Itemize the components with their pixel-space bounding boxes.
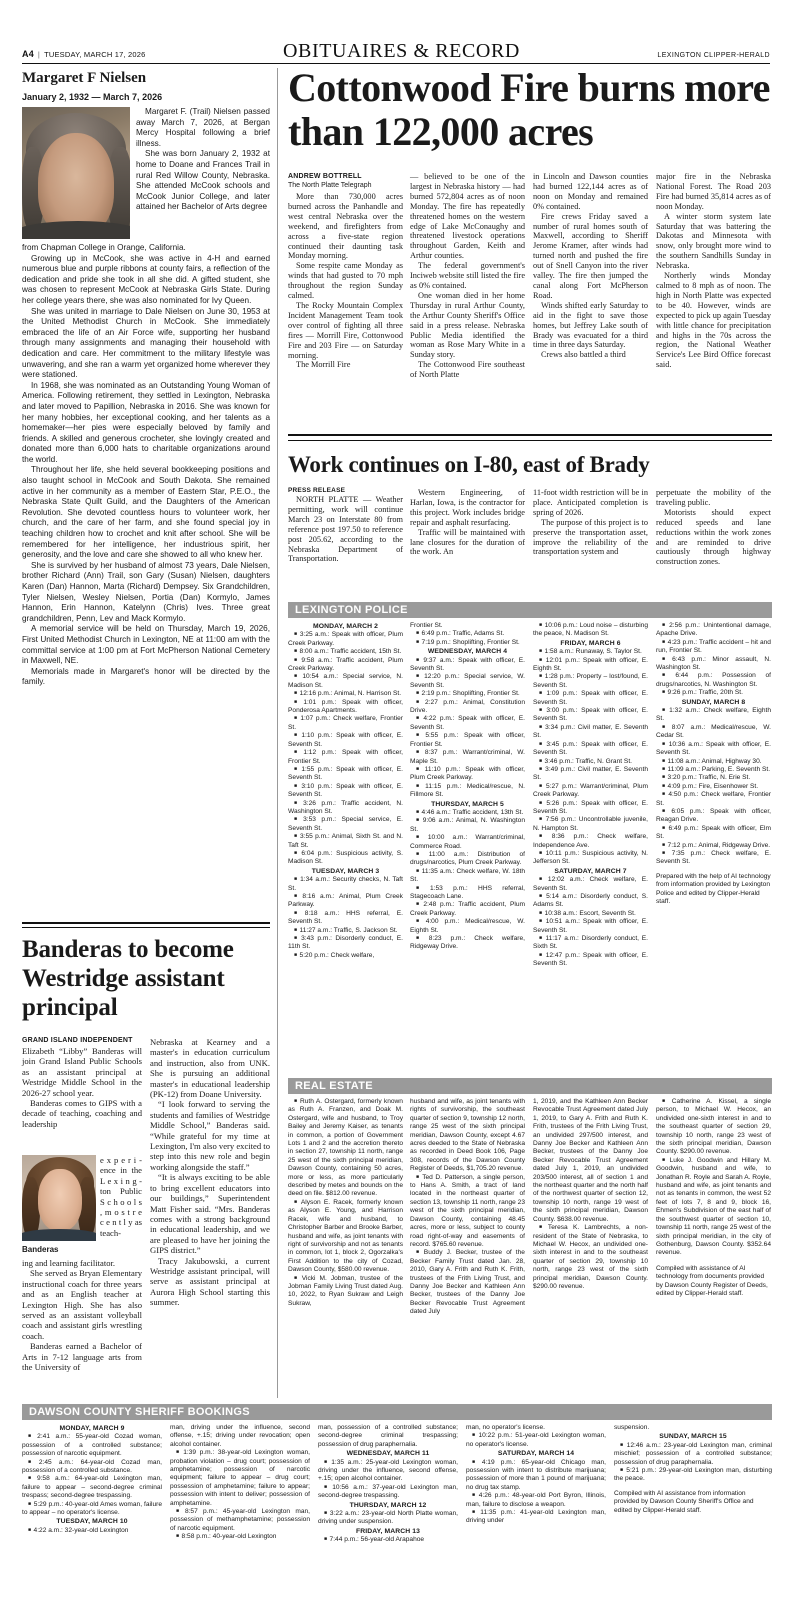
police-col-2 [410,622,525,952]
police-entry: ■ 5:26 p.m.: Speak with officer, E. Seventh St. [533,800,648,817]
fire-c3-p1: Fire crews Friday saved a number of rural homes south of Maxwell, according to Sheriff Jerome Kramer, after winds had turned north and pushed the fire out of Snell Canyon into the river valley. The fire then jumped the canal along Fort McPherson Road. [533,211,648,300]
police-entry: ■ 3:45 p.m.: Speak with officer, E. Seventh St. [533,741,648,758]
police-entry: ■ 10:11 p.m.: Suspicious activity, N. Jefferson St. [533,850,648,867]
fire-col-1 [288,192,403,370]
police-entry: ■ 7:56 p.m.: Uncontrollable juvenile, N. Hampton St. [533,816,648,833]
police-entry: ■ 10:38 a.m.: Escort, Seventh St. [533,910,648,918]
police-entry: ■ 6:49 p.m.: Speak with officer, Elm St. [656,825,771,842]
police-entry: ■ 6:05 p.m.: Speak with officer, Reagan Drive. [656,808,771,825]
real-estate-entry: ■ Alyson E. Racek, formerly known as Alyson E. Young, and Harrison Racek, wife and husband, to Christopher Barber and Brooke Barber, husband and wife, as joint tenants with right of survivorship and not as tenants in common, lot 1, block 2, Ogorzalka's First Addition to the city of Cozad, Dawson County, $580.00 revenue. [288,1199,403,1275]
police-entry: ■ 1:55 p.m.: Speak with officer, E. Seventh St. [288,766,403,783]
blotter-day-header: MONDAY, MARCH 9 [59,1425,125,1432]
masthead-left: A4 | TUESDAY, MARCH 17, 2026 [22,49,146,59]
real-estate-entry: ■ Teresa K. Lambrechts, a non-resident of the State of Nebraska, to Michael W. Hecox, an undivided one-sixth interest in and to the southeast quarter of section 29, township 10 north, range 23 west of the sixth principal meridian, Dawson County. $290.00 revenue. [533,1224,648,1291]
police-entry: ■ 11:17 a.m.: Disorderly conduct, E. Sixth St. [533,935,648,952]
police-entry: ■ 12:01 p.m.: Speak with officer, E. Eighth St. [533,657,648,674]
fire-c2-p3: The Cottonwood Fire southeast of North Platte [410,360,525,380]
police-entry: ■ 12:16 p.m.: Animal, N. Harrison St. [288,690,403,698]
fire-byline-name: ANDREW BOTTRELL [288,173,362,180]
i80-top-rule [288,434,772,436]
sheriff-entry: ■ 11:35 p.m.: 41-year-old Lexington man, driving under [466,1509,606,1526]
police-entry: ■ 3:34 p.m.: Civil matter, E. Seventh St. [533,724,648,741]
fire-c1-p1: Some respite came Monday as winds that had gusted to 70 mph throughout the region Sunday calmed. [288,261,403,301]
blotter-day-header: WEDNESDAY, MARCH 11 [346,1450,430,1458]
real-estate-entry: ■ Vicki M. Jobman, trustee of the Jobman Family Living Trust dated Aug. 10, 2022, to Ryan Sukraw and Leigh Sukraw, [288,1275,403,1309]
police-entry: ■ 8:36 p.m.: Check welfare, Independence Ave. [533,833,648,850]
obituary-lead [136,107,270,213]
police-entry: ■ 5:27 p.m.: Warrant/criminal, Plum Creek Parkway. [533,783,648,800]
police-entry: ■ 11:27 a.m.: Traffic, S. Jackson St. [288,927,403,935]
sheriff-col-4 [466,1424,606,1526]
i80-col-2 [410,488,525,557]
police-entry: ■ 11:08 a.m.: Animal, Highway 30. [656,758,771,766]
i80-c3-p0: 11-foot width restriction will be in place. Anticipated completion is spring of 2026. [533,488,648,517]
banderas-top-rule [22,922,270,924]
police-entry: ■ 1:53 p.m.: HHS referral, Stagecoach Lane. [410,885,525,902]
sheriff-entry: ■ 8:58 p.m.: 40-year-old Lexington [170,1533,310,1541]
sheriff-entry: ■ 5:21 p.m.: 29-year-old Lexington man, disturbing the peace. [614,1467,772,1484]
blotter-day-header: THURSDAY, MARCH 12 [349,1501,427,1509]
sheriff-col-5 [614,1424,772,1515]
police-entry: ■ 4:23 p.m.: Traffic accident – hit and run, Frontier St. [656,639,771,656]
real-estate-entry: ■ Catherine A. Kissel, a single person, to Michael W. Hecox, an undivided one-sixth interest in and to the southeast quarter of section 29, township 10 north, range 23 west of the sixth principal meridian, Dawson County. $290.00 revenue. [656,1098,771,1157]
band-b-p1: “I look forward to serving the students and families of Westridge Middle School,” Banderas said. “While grateful for my time at Lexington, I'm also very excited to step into this new role and begin working alongside the staff.” [150,1099,270,1172]
police-entry: ■ 12:20 p.m.: Special service, W. Seventh St. [410,673,525,690]
police-entry: ■ 1:09 p.m.: Speak with officer, E. Seventh St. [533,690,648,707]
sheriff-entry: ■ 2:45 a.m.: 64-year-old Cozad man, possession of a controlled substance. [22,1459,162,1476]
sheriff-compiled-note: Compiled with AI assistance from information provided by Dawson County Sheriff's Office and edited by Clipper-Herald staff. [614,1489,754,1514]
police-entry: ■ 2:19 p.m.: Shoplifting, Frontier St. [410,690,525,698]
police-entry: ■ 3:26 p.m.: Traffic accident, N. Washington St. [288,800,403,817]
band-a2-p0: She served as Bryan Elementary instructional coach for three years and as an English teacher at Lexington High. She has also served as an assistant volleyball coach and assistant girls wrestling coach. [22,1268,142,1341]
police-entry: ■ 3:53 p.m.: Special service, E. Seventh St. [288,816,403,833]
banderas-photo-caption: Banderas [22,1245,59,1254]
sheriff-bookings-banner [22,1404,772,1420]
sheriff-entry: ■ 4:19 p.m.: 65-year-old Chicago man, possession with intent to distribute marijuana; possession of more than 1 pound of marijuana; no drug tax stamp. [466,1459,606,1493]
fire-col-3 [533,172,648,360]
i80-c4-p1: Motorists should expect reduced speeds and lane reductions within the work zones and are reminded to drive cautiously through highway construction zones. [656,507,771,567]
sheriff-entry: ■ 8:57 p.m.: 45-year-old Lexington man, possession of methamphetamine; possession of narcotic equipment. [170,1508,310,1533]
fire-col-2 [410,172,525,380]
i80-top-rule-2 [288,440,772,441]
police-entry: ■ 4:46 a.m.: Traffic accident, 13th St. [410,809,525,817]
obituary-photo [22,107,130,239]
fire-byline-org: The North Platte Telegraph [288,182,372,189]
police-entry: ■ 8:00 a.m.: Traffic accident, 15th St. [288,648,403,656]
obit-p6: A memorial service will be held on Thursday, March 19, 2026, First United Methodist Church in Lexington, NE at 11:00 am with the committal service at 1:00 pm at Fort McPherson National Cemetery in Maxwell, NE. [22,624,270,666]
page-number: A4 [22,49,34,59]
police-entry: ■ 2:48 p.m.: Traffic accident, Plum Creek Parkway. [410,901,525,918]
police-entry: ■ 8:07 a.m.: Medical/rescue, W. Cedar St. [656,724,771,741]
police-entry: ■ 12:47 p.m.: Speak with officer, E. Seventh St. [533,952,648,969]
real-estate-banner-label: REAL ESTATE [295,1080,373,1092]
police-entry: ■ 7:19 p.m.: Shoplifting, Frontier St. [410,639,525,647]
police-entry: ■ 8:23 p.m.: Check welfare, Ridgeway Drive. [410,935,525,952]
sheriff-entry: ■ 1:35 a.m.: 25-year-old Lexington woman, driving under the influence, second offense, +.15; open alcohol container. [318,1459,458,1484]
obituary-body [22,243,270,688]
police-entry: ■ 1:12 p.m.: Speak with officer, Frontier St. [288,749,403,766]
sheriff-entry: ■ 4:26 p.m.: 48-year-old Port Byron, Illinois, man, failure to disclose a weapon. [466,1492,606,1509]
police-col-3 [533,622,648,969]
fire-c4-p0: major fire in the Nebraska National Forest. The Road 203 Fire had burned 35,814 acres as of noon Monday. [656,172,771,211]
sheriff-entry: ■ 2:41 a.m.: 55-year-old Cozad woman, possession of a controlled substance; possession of narcotic equipment. [22,1433,162,1458]
real-estate-entry: husband and wife, as joint tenants with rights of survivorship, the southeast quarter of section 9, township 12 north, range 25 west of the sixth principal meridian, Dawson County, except 4.67 acres deeded to the State of Nebraska as recorded in Deed Book 106, Page 308, records of the Dawson County Register of Deeds, $1,705.20 revenue. [410,1098,525,1173]
police-entry: ■ 11:00 a.m.: Distribution of drugs/narcotics, Plum Creek Parkway. [410,851,525,868]
sheriff-entry: ■ 9:58 a.m.: 64-year-old Lexington man, failure to appear – second-degree criminal trespass; second-degree trespassing. [22,1475,162,1500]
real-estate-entry: ■ Ted D. Patterson, a single person, to Hans A. Smith, a tract of land located in the northeast quarter of section 13, township 11 north, range 23 west of the sixth principal meridian, Dawson County, containing 48.45 acres, more or less, subject to county road right-of-way and easements of record. $765.60 revenue. [410,1174,525,1250]
real-estate-entry: 1, 2019, and the Kathleen Ann Becker Revocable Trust Agreement dated July 1, 2019, to Gary A. Frith and Ruth K. Frith, trustees of the Frith Living Trust, an undivided 297/500 interest, and Danny Joe Becker and Kathleen Ann Becker, trustees of the Danny Joe Becker Revocable Trust Agreement dated July 1, 2019, an undivided 203/500 interest, all of section 1 and the northeast quarter and the north half of the northwest quarter of section 12, township 10 north, range 19 west of the sixth principal meridian, Dawson County. $638.00 revenue. [533,1098,648,1223]
fire-c2-p2: One woman died in her home Thursday in rural Arthur County, the Arthur County Sheriff's Office said in a press release. Nebraska Public Media identified the woman as Rose Mary White in a Sunday story. [410,290,525,360]
band-a-tail: ing and learning facilitator. [22,1258,116,1268]
police-entry: ■ 11:15 p.m.: Medical/rescue, N. Fillmore St. [410,783,525,800]
sheriff-entry: man, no operator's license. [466,1424,545,1431]
police-entry: ■ 1:07 p.m.: Check welfare, Frontier St. [288,715,403,732]
sheriff-entry: ■ 10:56 a.m.: 37-year-old Lexington man, second-degree trespassing. [318,1484,458,1501]
real-estate-banner [288,1078,772,1094]
police-col-1 [288,622,403,960]
police-entry: ■ 9:06 a.m.: Animal, N. Washington St. [410,817,525,834]
sheriff-entry: ■ 4:22 a.m.: 32-year-old Lexington [22,1527,162,1535]
band-b-p3: Tracy Jakubowski, a current Westridge assistant principal, will serve as assistant principal at Aurora High School starting this summer. [150,1255,270,1308]
fire-c3-p3: Crews also battled a third [541,350,626,360]
banderas-photo [22,1155,96,1241]
blotter-day-header: MONDAY, MARCH 2 [312,623,379,630]
sheriff-entry: ■ 1:39 p.m.: 38-year-old Lexington woman, probation violation – drug court; possession of amphetamine; possession of narcotic equipment; failure to appear – drug court; possession of amphetamine; failure to appear; possession with intent to deliver; possession of amphetamine. [170,1449,310,1508]
police-entry: ■ 10:54 a.m.: Special service, N. Madison St. [288,673,403,690]
police-entry: ■ 3:55 p.m.: Animal, Sixth St. and N. Taft St. [288,833,403,850]
lexington-police-banner [288,602,772,618]
police-col-4 [656,622,771,906]
police-entry: ■ 11:35 a.m.: Check welfare, W. 18th St. [410,868,525,885]
fire-c2-p1: The federal government's Inciweb website still listed the fire as 0% contained. [410,261,525,290]
sheriff-col-1 [22,1424,162,1535]
sheriff-entry: man, driving under the influence, second offense, +.15; driving under revocation; open alcohol container. [170,1424,310,1448]
banderas-headline: Banderas to become Westridge assistant principal [22,936,234,1021]
masthead [22,40,770,62]
police-entry: ■ 3:00 p.m.: Speak with officer, E. Seventh St. [533,707,648,724]
sheriff-entry: ■ 3:22 a.m.: 23-year-old North Platte woman, driving under suspension. [318,1510,458,1527]
column-divider-1 [277,68,278,1398]
masthead-rule [22,63,770,64]
police-entry: ■ 9:58 a.m.: Traffic accident, Plum Creek Parkway. [288,657,403,674]
police-entry: ■ 3:20 p.m.: Traffic, N. Erie St. [656,774,771,782]
obit-p4: Throughout her life, she held several bookkeeping positions and also taught school in McCook and South Dakota. She remained active in her community as a member of Eastern Star, P.E.O., the Nebraska State Quilt Guild, and the Daughters of the American Revolution. She devoted countless hours to volunteer work, her church, and the care of her farm, and she found special joy in teaching children how to crochet and knit after school. She will be remembered for her intelligence, her industrious spirit, her generosity, and the love and care she showed to all who knew her. [22,465,270,560]
lexington-police-banner-label: LEXINGTON POLICE [295,604,408,616]
police-entry: ■ 4:50 p.m.: Check welfare, Frontier St. [656,791,771,808]
band-a2-p1: Banderas earned a Bachelor of Arts in 7-12 language arts from the University of [22,1341,142,1373]
police-entry: ■ 9:26 p.m.: Traffic, 20th St. [656,689,771,697]
blotter-day-header: WEDNESDAY, MARCH 4 [427,648,508,656]
police-entry: ■ 5:55 p.m.: Speak with officer, Frontier St. [410,732,525,749]
obit-p7: Memorials made in Margaret's honor will be directed by the family. [22,666,270,687]
fire-headline: Cottonwood Fire burns more than 122,000 acres [288,65,770,154]
i80-headline: Work continues on I-80, east of Brady [288,452,650,477]
sheriff-entry: ■ 10:22 p.m.: 51-year-old Lexington woman, no operator's license. [466,1432,606,1449]
real-estate-col-4 [656,1098,771,1298]
obituary-name: Margaret F Nielsen [22,70,147,86]
real-estate-col-2 [410,1098,525,1317]
police-entry: ■ 1:32 a.m.: Check welfare, Eighth St. [656,707,771,724]
banderas-wrap-text: e x p e r i - ence in the L e x i n g - ton Public S c h o o l s , m o s t r e c e n t l y as teach- [100,1155,142,1238]
blotter-day-header: SUNDAY, MARCH 8 [681,698,746,706]
police-entry: ■ 7:12 p.m.: Animal, Ridgeway Drive. [656,842,771,850]
police-entry: ■ 1:58 a.m.: Runaway, S. Taylor St. [533,648,648,656]
obit-p5: She is survived by her husband of almost 73 years, Dale Nielsen, brother Richard (Ann) Trail, son Gary (Susan) Nielsen, daughters Karen (Dan) Hannon, Marta (Richard) Dempsey. Six Grandchildren, Tyler Nielsen, Wesley Nielsen, Portia (Dan) Kormylo, James Hannon, Erin Hannon, Katelynn (Chris) Ives. Three great grandchildren, Penn, Lev and Mack Kormylo. [22,560,270,623]
police-entry: ■ 2:27 p.m.: Animal, Constitution Drive. [410,699,525,716]
obituary-lead-p2: She was born January 2, 1932 at home to Doane and Frances Trail in rural Red Willow County, Nebraska. She attended McCook schools and McCook Junior College, and later attained her Bachelor of Arts degree [136,149,270,212]
fire-c1-p3: The Morrill Fire [296,360,351,370]
blotter-day-header: SATURDAY, MARCH 7 [554,867,627,875]
real-estate-col-1 [288,1098,403,1308]
fire-col-4 [656,172,771,370]
band-a-p0: Elizabeth “Libby” Banderas will join Grand Island Public Schools as an assistant principal at Westridge Middle School in the 2026-27 school year. [22,1046,142,1098]
fire-c4-p2: Northerly winds Monday calmed to 8 mph as of noon. The high in North Platte was expected to be 40. However, winds are expected to pick up again Tuesday with little chance for precipitation and highs in the 70s across the region, the National Weather Service's Lee Bird Office forecast said. [656,271,771,370]
police-entry: ■ 3:46 p.m.: Traffic, N. Grant St. [533,758,648,766]
obituary-dates: January 2, 1932 — March 7, 2026 [22,92,163,102]
i80-c4-p0: perpetuate the mobility of the traveling public. [656,488,771,507]
real-estate-entry: ■ Ruth A. Ostergard, formerly known as Ruth A. Franzen, and Doak M. Ostergard, wife and husband, to Troy Bailey and Jeremy Kaiser, as tenants in common, a portion of Government Lots 1 and 2 and the accretion thereto in section 27, township 11 north, range 25 west of the sixth principal meridian, Dawson County, containing 50 acres, more or less, as more particularly described by metes and bounds on the deed on file. $812.00 revenue. [288,1098,403,1199]
i80-c2-p1: Traffic will be maintained with lane closures for the duration of the work. An [410,527,525,557]
fire-c1-p0: More than 730,000 acres burned across the Panhandle and west central Nebraska over the weekend, and firefighters from across a five-state region continued their daunting task Monday morning. [288,192,403,261]
fire-c3-p2: Winds shifted early Saturday to aid in the fight to save those homes, but Jeffrey Lake south of Brady was evacuated for a third time in three days Saturday. [533,300,648,350]
band-b-p2: “It is always exciting to be able to bring excellent educators into our buildings,” Superintendent Matt Fisher said. “Mrs. Banderas comes with a strong background in educational leadership, and we are pleased to have her joining the GIPS district.” [150,1172,270,1256]
band-a-p1: Banderas comes to GIPS with a decade of teaching, coaching and leadership [22,1098,142,1129]
sheriff-col-3 [318,1424,458,1545]
obit-p3: In 1968, she was nominated as an Outstanding Young Woman of America. Following retirement, they settled in Lexington, Nebraska and later moved to Papillion, Nebraska in 2016. She was known for her many hobbies, her exceptional cooking, and her talents as a homemaker—her pies were especially beloved by family and friends. A skilled and generous crocheter, she lovingly created and donated more than 6,000 hats to charitable organizations around the world. [22,380,270,464]
police-entry: ■ 3:25 a.m.: Speak with officer, Plum Creek Parkway. [288,631,403,648]
blotter-day-header: TUESDAY, MARCH 10 [56,1518,128,1526]
sheriff-col-2 [170,1424,310,1542]
police-entry: ■ 10:51 a.m.: Speak with officer, E. Seventh St. [533,918,648,935]
banderas-top-rule-2 [22,927,270,928]
issue-date: TUESDAY, MARCH 17, 2026 [44,50,146,59]
i80-col-4 [656,488,771,567]
band-b-p0: Nebraska at Kearney and a master's in education curriculum and instruction, also from UNK. She is pursuing an additional master's in educational leadership (PK-12) from Doane University. [150,1037,270,1100]
police-entry: ■ 6:44 p.m.: Possession of drugs/narcotics, N. Washington St. [656,672,771,689]
police-entry: ■ 8:37 p.m.: Warrant/criminal, W. Maple St. [410,749,525,766]
section-title: OBITUAIRES & RECORD [282,40,520,62]
i80-c2-p0: Western Engineering, of Harlan, Iowa, is the contractor for this project. Work includes bridge repair and asphalt resurfacing. [410,488,525,527]
police-entry: ■ 4:09 p.m.: Fire, Eisenhower St. [656,783,771,791]
real-estate-compiled-note: Compiled with assistance of AI technology from documents provided by Dawson County Register of Deeds, edited by Clipper-Herald staff. [656,1264,768,1297]
banderas-col-a [22,1046,142,1129]
publication-name: LEXINGTON CLIPPER-HERALD [657,52,770,59]
police-entry: ■ 11:10 p.m.: Speak with officer, Plum Creek Parkway. [410,766,525,783]
blotter-day-header: SATURDAY, MARCH 14 [497,1450,575,1458]
sheriff-entry: man, possession of a controlled substance; second-degree criminal trespassing; possession of drug paraphernalia. [318,1424,458,1448]
police-entry: ■ 12:02 a.m.: Check welfare, E. Seventh St. [533,876,648,893]
police-entry: ■ 1:28 p.m.: Property – lost/found, E. Seventh St. [533,673,648,690]
sheriff-entry: ■ 12:46 a.m.: 23-year-old Lexington man, criminal mischief; possession of a controlled substance; possession of drug paraphernalia. [614,1442,772,1467]
police-entry: ■ 6:04 p.m.: Suspicious activity, S. Madison St. [288,850,403,867]
police-entry: ■ 6:43 p.m.: Minor assault, N. Washington St. [656,656,771,673]
police-entry: ■ 8:18 a.m.: HHS referral, E. Seventh St. [288,910,403,927]
i80-col-1 [288,495,403,564]
police-entry: ■ 6:49 p.m.: Traffic, Adams St. [410,630,525,638]
blotter-day-header: TUESDAY, MARCH 3 [311,867,380,875]
real-estate-entry: ■ Luke J. Goodwin and Hillary M. Goodwin, husband and wife, to Jonathan R. Royle and Sarah A. Royle, husband and wife, as joint tenants and not as tenants in common, the west 52 feet of lots 7, 8 and 9, block 16, Ehmen's Subdivision of the east half of the southwest quarter of section 10, township 11 north, range 25 west of the sixth principal meridian, in the city of Gothenburg, Dawson County. $352.64 revenue. [656,1157,771,1258]
police-entry: ■ 1:34 a.m.: Security checks, N. Taft St. [288,876,403,893]
sheriff-bookings-banner-label: DAWSON COUNTY SHERIFF BOOKINGS [29,1406,250,1418]
police-entry: ■ 11:09 a.m.: Parking, E. Seventh St. [656,766,771,774]
police-entry: ■ 9:37 a.m.: Speak with officer, E. Seventh St. [410,657,525,674]
banderas-col-a2 [22,1258,142,1372]
police-entry: ■ 4:22 p.m.: Speak with officer, E. Seventh St. [410,715,525,732]
blotter-day-header: SUNDAY, MARCH 15 [659,1433,727,1441]
police-entry: ■ 10:00 a.m.: Warrant/criminal, Commerce Road. [410,834,525,851]
sheriff-entry: suspension. [614,1424,650,1431]
obit-p2: She was united in marriage to Dale Nielsen on June 30, 1953 at the United Methodist Church in McCook. She immediately embraced the life of an Air Force wife, supporting her husband through many assignments and managing their household with dedication and care. Her commitment to the military lifestyle was unwavering, and she ran a warm yet organized home wherever they were stationed. [22,306,270,380]
fire-c4-p1: A winter storm system late Saturday that was battering the Dakotas and Minnesota with snow, only brought more wind to the southern Sandhills Sunday in Nebraska. [656,211,771,271]
police-entry: ■ 3:10 p.m.: Speak with officer, E. Seventh St. [288,783,403,800]
i80-col-3 [533,488,648,557]
police-entry: ■ 10:36 a.m.: Speak with officer, E. Seventh St. [656,741,771,758]
obituary-lead-p1: Margaret F. (Trail) Nielsen passed away March 7, 2026, at Bergan Mercy Hospital following a brief illness. [136,107,270,148]
police-entry: ■ 1:10 p.m.: Speak with officer, E. Seventh St. [288,732,403,749]
sheriff-entry: ■ 5:29 p.m.: 40-year-old Ames woman, failure to appear – no operator's license. [22,1501,162,1518]
i80-byline: PRESS RELEASE [288,487,346,494]
i80-c3-p1: The purpose of this project is to preserve the transportation asset, improve the reliability of the transportation system and [533,517,648,557]
police-entry: ■ 10:06 p.m.: Loud noise – disturbing the peace, N. Madison St. [533,622,648,639]
real-estate-col-3 [533,1098,648,1291]
i80-c1-p0: NORTH PLATTE — Weather permitting, work will continue March 23 on Interstate 80 from reference post 197.50 to reference post 205.62, according to the Nebraska Department of Transportation. [288,495,403,564]
obit-p0: from Chapman College in Orange, California. [22,243,186,252]
police-entry: ■ 3:49 p.m.: Civil matter, E. Seventh St. [533,766,648,783]
fire-c1-p2: The Rocky Mountain Complex Incident Management Team took over control of fighting all three fires — Morrill Fire, Cottonwood Fire and 203 Fire — on Saturday morning. [288,300,403,360]
blotter-day-header: THURSDAY, MARCH 5 [431,800,504,808]
obit-p1: Growing up in McCook, she was active in 4-H and earned numerous blue and purple ribbons at county fairs, a reflection of the dedication and pride she took in all she did. A gifted student, she was chosen to represent McCook at Nebraska Girls State. During her college years there, she was also nominated for Ivy Queen. [22,253,270,305]
sheriff-entry: ■ 7:44 p.m.: 56-year-old Arapahoe [318,1536,458,1544]
police-entry: ■ 8:16 a.m.: Animal, Plum Creek Parkway. [288,893,403,910]
police-entry: ■ 7:35 p.m.: Check welfare, E. Seventh St. [656,850,771,867]
banderas-byline: GRAND ISLAND INDEPENDENT [22,1037,133,1044]
police-entry: ■ 4:00 p.m.: Medical/rescue, W. Eighth St. [410,918,525,935]
banderas-col-b [150,1037,270,1308]
police-compiled-note: Prepared with the help of AI technology from information provided by Lexington Police and edited by Clipper-Herald staff. [656,872,771,905]
police-entry: ■ 1:01 p.m.: Speak with officer, Ponderosa Apartments. [288,699,403,716]
blotter-day-header: FRIDAY, MARCH 13 [355,1527,421,1535]
police-entry: ■ 5:14 a.m.: Disorderly conduct, S. Adams St. [533,893,648,910]
police-entry: Frontier St. [410,622,443,629]
real-estate-entry: ■ Buddy J. Becker, trustee of the Becker Family Trust dated Jan. 28, 2010, Gary A. Frith and Ruth K. Frith, trustees of the Frith Living Trust, and Danny Joe Becker and Kathleen Ann Becker, trustees of the Danny Joe Becker Revocable Trust Agreement dated July [410,1249,525,1316]
police-entry: ■ 3:43 p.m.: Disorderly conduct, E. 11th St. [288,935,403,952]
fire-c2-p0: — believed to be one of the largest in Nebraska history — had burned 572,804 acres as of noon Monday. The fire has repeatedly threatened homes on the western edge of Lake McConaughy and threatened livestock operations throughout Garden, Keith and Arthur counties. [410,172,525,261]
fire-byline [288,172,406,190]
blotter-day-header: FRIDAY, MARCH 6 [560,639,621,647]
police-entry: ■ 5:20 p.m.: Check welfare, [288,952,403,960]
fire-c3-p0: in Lincoln and Dawson counties had burned 122,144 acres as of noon on Monday and remained 0% contained. [533,172,648,211]
police-entry: ■ 2:56 p.m.: Unintentional damage, Apache Drive. [656,622,771,639]
